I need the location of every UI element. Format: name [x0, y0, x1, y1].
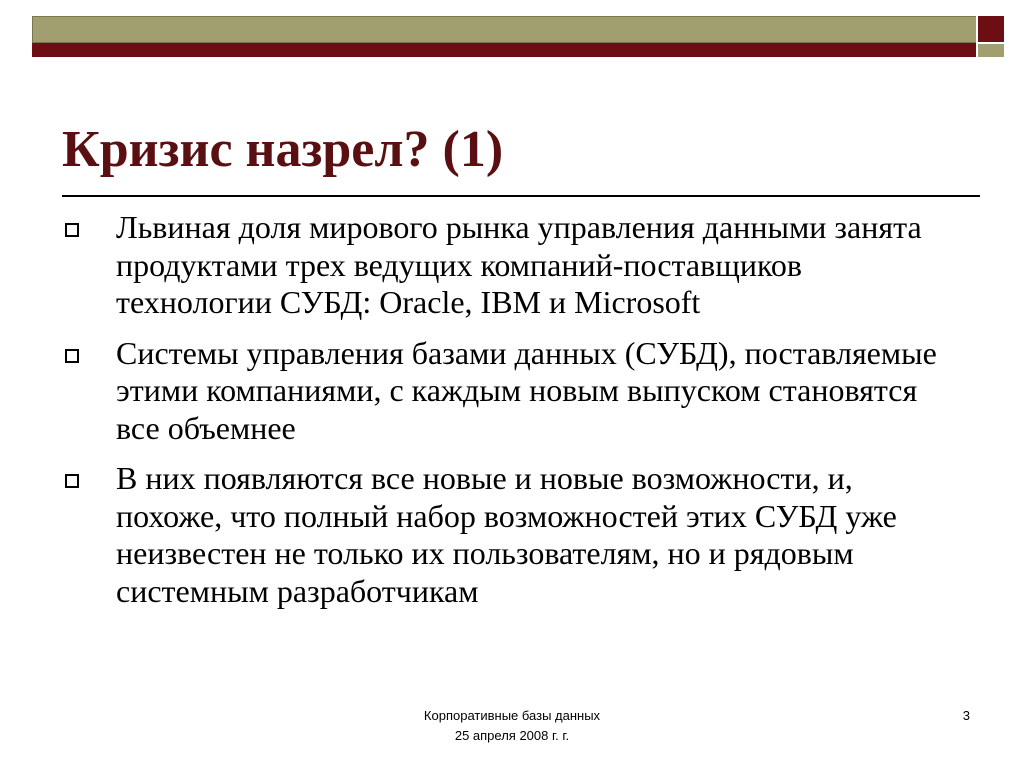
square-bullet-icon — [65, 223, 79, 237]
header-olive-bar — [32, 16, 978, 43]
header-decoration — [0, 0, 1024, 60]
footer-line-2: 25 апреля 2008 г. г. — [454, 728, 570, 743]
bullet-item-1 — [62, 209, 962, 322]
bullet-item-2 — [62, 335, 962, 448]
footer-line-1: Корпоративные базы данных — [423, 708, 601, 723]
bullet-text: Львиная доля мирового рынка управления данными занята продуктами трех ведущих компаний-поставщиков технологии СУБД: Oracle, IBM и Microsoft — [116, 209, 922, 320]
square-bullet-icon — [65, 474, 79, 488]
bullet-text: В них появляются все новые и новые возможности, и, похоже, что полный набор возможностей этих СУБД уже неизвестен не только их пользователям, но и рядовым системным разработчикам — [116, 460, 897, 609]
corner-red-square — [978, 16, 1004, 43]
corner-divider-vertical — [976, 16, 978, 57]
bullet-text: Системы управления базами данных (СУБД), поставляемые этими компаниями, с каждым новым выпуском становятся все объемнее — [116, 334, 937, 446]
bullet-list — [62, 209, 962, 623]
header-red-bar — [32, 43, 978, 57]
corner-divider-horizontal — [978, 42, 1004, 44]
page-number: 3 — [962, 708, 970, 723]
title-divider — [62, 195, 980, 197]
slide-title: Кризис назрел? (1) — [62, 121, 504, 178]
footer-caption — [362, 706, 662, 746]
bullet-item-3 — [62, 460, 962, 610]
corner-olive-square — [978, 43, 1004, 57]
square-bullet-icon — [65, 349, 79, 363]
